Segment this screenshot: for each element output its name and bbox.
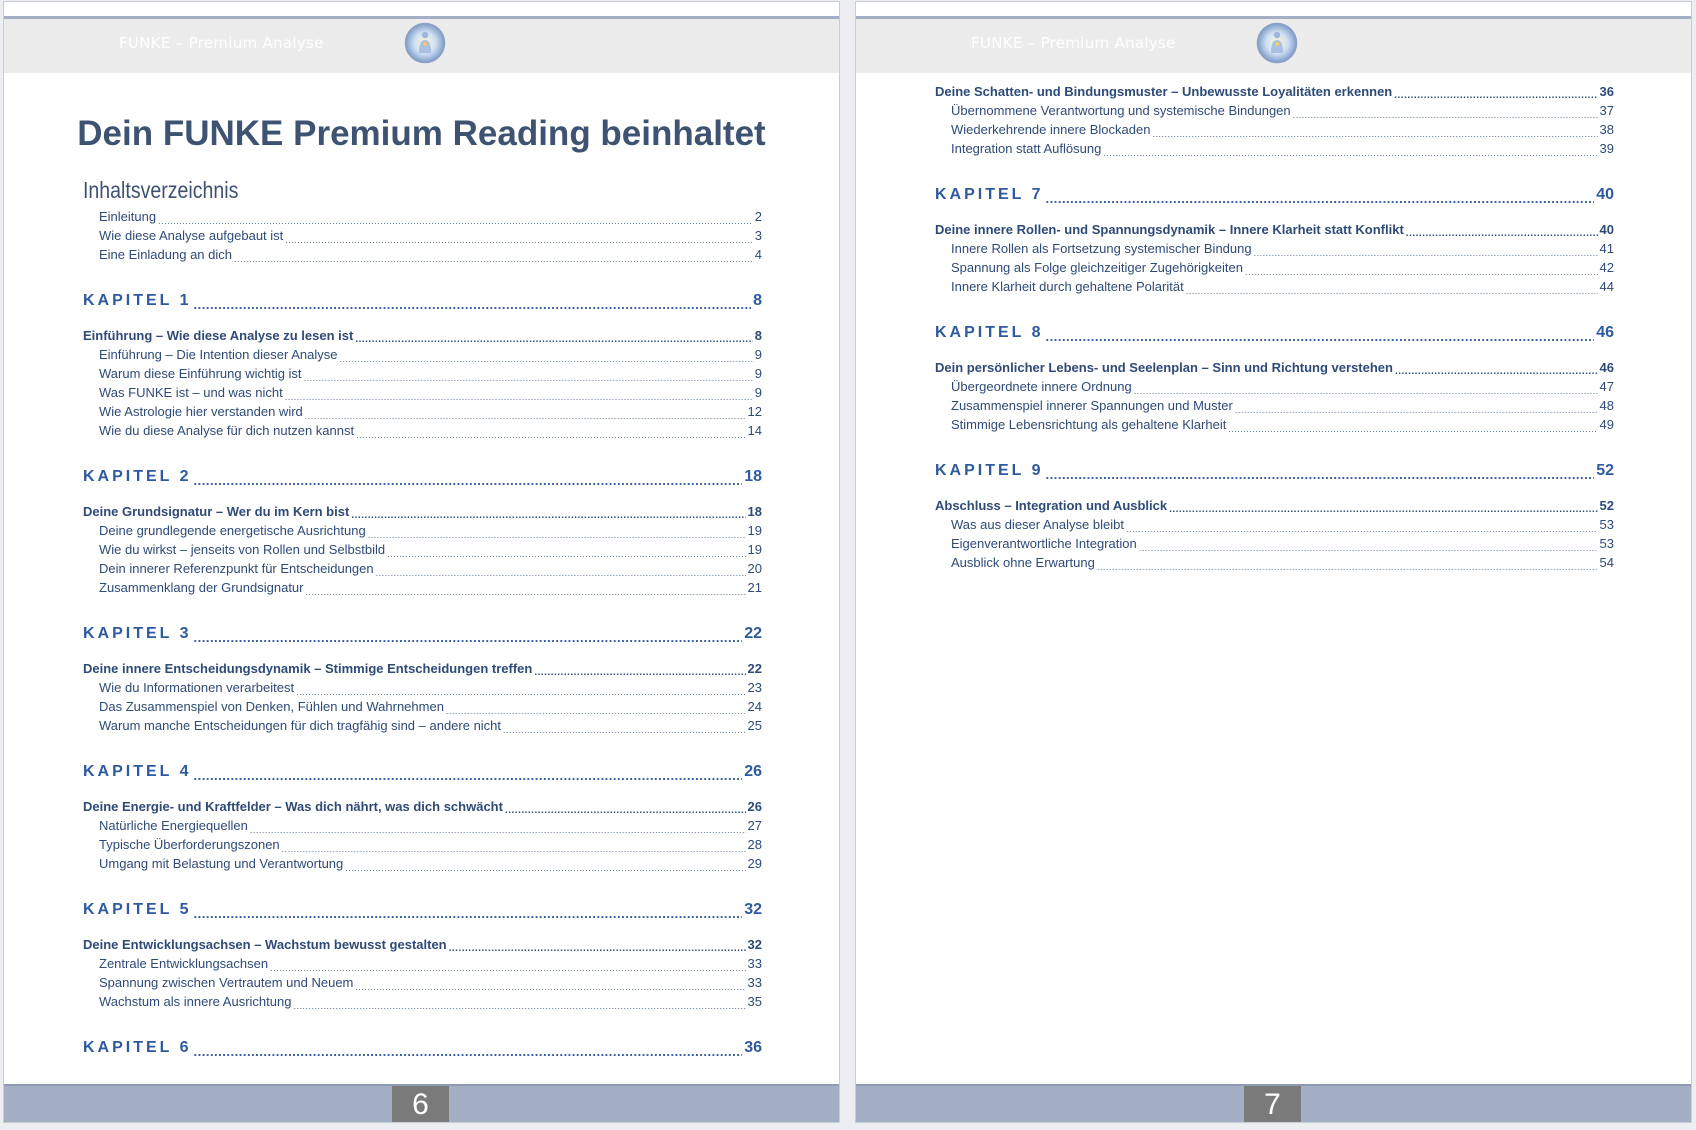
toc-entry-title: Wie du Informationen verarbeitest	[99, 680, 295, 695]
toc-dot-leader	[340, 353, 753, 366]
toc-chapter-entry[interactable]	[83, 625, 762, 647]
toc-subsection-entry[interactable]	[83, 404, 762, 423]
toc-page-number: 9	[754, 347, 762, 362]
toc-page-number: 19	[747, 523, 762, 538]
toc-dot-leader	[355, 981, 745, 994]
toc-dot-leader	[1046, 192, 1595, 208]
toc-entry-title: Deine innere Entscheidungsdynamik – Stimmige Entscheidungen treffen	[83, 661, 533, 676]
toc-entry-title: Umgang mit Belastung und Verantwortung	[99, 856, 344, 871]
toc-subsection-entry[interactable]	[935, 260, 1614, 279]
toc-dot-leader	[194, 1045, 743, 1061]
header-title: FUNKE – Premium Analyse	[971, 34, 1176, 52]
toc-dot-leader	[351, 510, 745, 523]
toc-page-number: 26	[744, 763, 762, 780]
toc-page-number: 26	[747, 799, 762, 814]
toc-dot-leader	[306, 586, 746, 599]
toc-entry-title: Spannung als Folge gleichzeitiger Zugehörigkeiten	[951, 260, 1243, 275]
toc-subsection-entry[interactable]	[83, 837, 762, 856]
toc-entry-title: KAPITEL 7	[935, 186, 1044, 203]
toc-chapter-entry[interactable]	[935, 462, 1614, 484]
toc-page-number: 23	[747, 680, 762, 695]
document-title: Dein FUNKE Premium Reading beinhaltet	[77, 114, 766, 153]
toc-subsection-entry[interactable]	[935, 417, 1614, 436]
toc-page-number: 53	[1599, 536, 1614, 551]
toc-entry-title: Zusammenklang der Grundsignatur	[99, 580, 304, 595]
toc-dot-leader	[1046, 468, 1595, 484]
toc-page-number: 20	[747, 561, 762, 576]
toc-section-entry[interactable]	[935, 222, 1614, 241]
toc-subsection-entry[interactable]	[83, 561, 762, 580]
toc-dot-leader	[1406, 228, 1598, 241]
toc-section-entry[interactable]	[935, 498, 1614, 517]
toc-page-number: 9	[754, 385, 762, 400]
toc-dot-leader	[1134, 385, 1598, 398]
toc-subsection-entry[interactable]	[83, 523, 762, 542]
toc-entry-title: Deine Entwicklungsachsen – Wachstum bewusst gestalten	[83, 937, 447, 952]
toc-subsection-entry[interactable]	[83, 818, 762, 837]
toc-dot-leader	[194, 907, 743, 923]
toc-dot-leader	[387, 548, 745, 561]
toc-dot-leader	[368, 529, 746, 542]
toc-page-number: 8	[754, 328, 762, 343]
toc-dot-leader	[1103, 147, 1597, 160]
toc-entry-title: KAPITEL 5	[83, 901, 192, 918]
toc-dot-leader	[1395, 366, 1598, 379]
toc-entry-title: Übernommene Verantwortung und systemische Bindungen	[951, 103, 1291, 118]
toc-page-number: 33	[747, 975, 762, 990]
toc-chapter-entry[interactable]	[935, 324, 1614, 346]
toc-subsection-entry[interactable]	[935, 379, 1614, 398]
toc-subsection-entry[interactable]	[83, 347, 762, 366]
toc-section-entry[interactable]	[83, 328, 762, 347]
toc-entry-title: Abschluss – Integration und Ausblick	[935, 498, 1168, 513]
page-number: 6	[392, 1086, 449, 1122]
toc-subsection-entry[interactable]	[83, 699, 762, 718]
toc-dot-leader	[355, 334, 752, 347]
aura-figure-icon	[404, 22, 446, 64]
page-header	[856, 16, 1691, 73]
toc-dot-leader	[194, 769, 743, 785]
toc-entry-title: Typische Überforderungszonen	[99, 837, 280, 852]
toc-subsection-entry[interactable]	[935, 141, 1614, 160]
toc-dot-leader	[1152, 128, 1597, 141]
toc-page-number: 53	[1599, 517, 1614, 532]
toc-entry-title: KAPITEL 1	[83, 292, 192, 309]
toc-dot-leader	[1293, 109, 1598, 122]
toc-entry-title: Wie du diese Analyse für dich nutzen kannst	[99, 423, 355, 438]
toc-page-number: 18	[744, 468, 762, 485]
toc-list	[935, 84, 1614, 574]
toc-entry-title: Deine grundlegende energetische Ausrichtung	[99, 523, 366, 538]
toc-page-number: 12	[747, 404, 762, 419]
toc-subsection-entry[interactable]	[935, 536, 1614, 555]
toc-section-entry[interactable]	[935, 360, 1614, 379]
toc-dot-leader	[296, 686, 745, 699]
toc-page-number: 2	[754, 209, 762, 224]
page-number: 7	[1244, 1086, 1301, 1122]
toc-page-number: 14	[747, 423, 762, 438]
toc-subsection-entry[interactable]	[935, 279, 1614, 298]
page-header	[4, 16, 839, 73]
toc-dot-leader	[1139, 542, 1598, 555]
toc-subsection-entry[interactable]	[935, 103, 1614, 122]
toc-entry-title: Einführung – Wie diese Analyse zu lesen ist	[83, 328, 354, 343]
toc-subsection-entry[interactable]	[83, 423, 762, 442]
toc-subsection-entry[interactable]	[83, 718, 762, 737]
toc-list	[83, 209, 762, 1075]
toc-subsection-entry[interactable]	[935, 517, 1614, 536]
toc-page-number: 42	[1599, 260, 1614, 275]
toc-subsection-entry[interactable]	[83, 247, 762, 266]
toc-subsection-entry[interactable]	[83, 542, 762, 561]
document-page-right	[856, 2, 1691, 1122]
toc-heading: Inhaltsverzeichnis	[83, 177, 239, 203]
toc-subsection-entry[interactable]	[83, 856, 762, 875]
toc-dot-leader	[449, 943, 746, 956]
toc-dot-leader	[194, 631, 743, 647]
toc-entry-title: Deine innere Rollen- und Spannungsdynamik – Innere Klarheit statt Konflikt	[935, 222, 1404, 237]
toc-dot-leader	[285, 391, 753, 404]
toc-dot-leader	[1046, 330, 1595, 346]
toc-page-number: 22	[747, 661, 762, 676]
toc-entry-title: Was FUNKE ist – und was nicht	[99, 385, 283, 400]
toc-entry-title: Was aus dieser Analyse bleibt	[951, 517, 1124, 532]
toc-dot-leader	[293, 1000, 745, 1013]
toc-page-number: 37	[1599, 103, 1614, 118]
toc-dot-leader	[534, 667, 745, 680]
toc-page-number: 54	[1599, 555, 1614, 570]
toc-page-number: 33	[747, 956, 762, 971]
toc-subsection-entry[interactable]	[83, 994, 762, 1013]
toc-entry-title: Deine Schatten- und Bindungsmuster – Unbewusste Loyalitäten erkennen	[935, 84, 1393, 99]
toc-page-number: 52	[1596, 462, 1614, 479]
toc-dot-leader	[345, 862, 745, 875]
toc-section-entry[interactable]	[935, 84, 1614, 103]
toc-page-number: 41	[1599, 241, 1614, 256]
toc-entry-title: Natürliche Energiequellen	[99, 818, 248, 833]
toc-dot-leader	[194, 474, 743, 490]
toc-page-number: 22	[744, 625, 762, 642]
toc-dot-leader	[158, 215, 753, 228]
toc-entry-title: Warum diese Einführung wichtig ist	[99, 366, 302, 381]
toc-section-entry[interactable]	[83, 799, 762, 818]
toc-page-number: 36	[744, 1039, 762, 1056]
toc-entry-title: KAPITEL 6	[83, 1039, 192, 1056]
toc-chapter-entry[interactable]	[83, 1039, 762, 1061]
toc-dot-leader	[1126, 523, 1598, 536]
toc-entry-title: Deine Energie- und Kraftfelder – Was dich nährt, was dich schwächt	[83, 799, 503, 814]
page-footer	[4, 1084, 839, 1122]
toc-entry-title: Zusammenspiel innerer Spannungen und Muster	[951, 398, 1233, 413]
toc-dot-leader	[505, 805, 746, 818]
toc-entry-title: Einführung – Die Intention dieser Analyse	[99, 347, 338, 362]
toc-dot-leader	[1097, 561, 1598, 574]
toc-page-number: 35	[747, 994, 762, 1009]
toc-page-number: 29	[747, 856, 762, 871]
toc-entry-title: Einleitung	[99, 209, 157, 224]
toc-page-number: 8	[753, 292, 762, 309]
toc-section-entry[interactable]	[83, 661, 762, 680]
page-footer	[856, 1084, 1691, 1122]
toc-dot-leader	[356, 429, 745, 442]
toc-subsection-entry[interactable]	[83, 975, 762, 994]
toc-dot-leader	[304, 372, 753, 385]
document-page-left	[4, 2, 839, 1122]
toc-page-number: 18	[747, 504, 762, 519]
header-title: FUNKE – Premium Analyse	[119, 34, 324, 52]
toc-page-number: 28	[747, 837, 762, 852]
toc-entry-title: Deine Grundsignatur – Wer du im Kern bist	[83, 504, 350, 519]
toc-page-number: 40	[1596, 186, 1614, 203]
toc-subsection-entry[interactable]	[83, 366, 762, 385]
toc-page-number: 48	[1599, 398, 1614, 413]
toc-chapter-entry[interactable]	[83, 468, 762, 490]
toc-page-number: 32	[744, 901, 762, 918]
toc-subsection-entry[interactable]	[935, 398, 1614, 417]
toc-page-number: 32	[747, 937, 762, 952]
toc-entry-title: Wie Astrologie hier verstanden wird	[99, 404, 303, 419]
toc-entry-title: KAPITEL 2	[83, 468, 192, 485]
toc-subsection-entry[interactable]	[83, 209, 762, 228]
toc-dot-leader	[282, 843, 746, 856]
toc-section-entry[interactable]	[83, 937, 762, 956]
toc-dot-leader	[305, 410, 746, 423]
toc-chapter-entry[interactable]	[83, 763, 762, 785]
toc-page-number: 24	[747, 699, 762, 714]
toc-page-number: 21	[747, 580, 762, 595]
toc-entry-title: Innere Rollen als Fortsetzung systemischer Bindung	[951, 241, 1252, 256]
toc-dot-leader	[376, 567, 746, 580]
toc-dot-leader	[1245, 266, 1598, 279]
toc-entry-title: Spannung zwischen Vertrautem und Neuem	[99, 975, 354, 990]
toc-entry-title: KAPITEL 9	[935, 462, 1044, 479]
toc-dot-leader	[1228, 423, 1597, 436]
toc-page-number: 46	[1599, 360, 1614, 375]
toc-entry-title: Integration statt Auflösung	[951, 141, 1102, 156]
toc-chapter-entry[interactable]	[83, 292, 762, 314]
toc-entry-title: KAPITEL 4	[83, 763, 192, 780]
toc-page-number: 4	[754, 247, 762, 262]
toc-dot-leader	[1169, 504, 1597, 517]
toc-entry-title: Wachstum als innere Ausrichtung	[99, 994, 292, 1009]
toc-page-number: 3	[754, 228, 762, 243]
toc-entry-title: Zentrale Entwicklungsachsen	[99, 956, 269, 971]
toc-page-number: 44	[1599, 279, 1614, 294]
toc-entry-title: Wiederkehrende innere Blockaden	[951, 122, 1151, 137]
toc-dot-leader	[1235, 404, 1598, 417]
toc-subsection-entry[interactable]	[83, 228, 762, 247]
toc-entry-title: Übergeordnete innere Ordnung	[951, 379, 1132, 394]
toc-dot-leader	[250, 824, 746, 837]
toc-page-number: 19	[747, 542, 762, 557]
toc-page-number: 40	[1599, 222, 1614, 237]
toc-entry-title: Dein innerer Referenzpunkt für Entscheidungen	[99, 561, 374, 576]
toc-page-number: 9	[754, 366, 762, 381]
toc-subsection-entry[interactable]	[935, 555, 1614, 574]
toc-entry-title: KAPITEL 8	[935, 324, 1044, 341]
toc-dot-leader	[1254, 247, 1598, 260]
toc-subsection-entry[interactable]	[83, 956, 762, 975]
toc-dot-leader	[1186, 285, 1598, 298]
toc-page-number: 38	[1599, 122, 1614, 137]
toc-entry-title: Das Zusammenspiel von Denken, Fühlen und Wahrnehmen	[99, 699, 444, 714]
toc-page-number: 46	[1596, 324, 1614, 341]
toc-page-number: 27	[747, 818, 762, 833]
toc-entry-title: Wie diese Analyse aufgebaut ist	[99, 228, 284, 243]
toc-page-number: 49	[1599, 417, 1614, 432]
toc-entry-title: Warum manche Entscheidungen für dich tragfähig sind – andere nicht	[99, 718, 502, 733]
toc-dot-leader	[285, 234, 752, 247]
toc-chapter-entry[interactable]	[83, 901, 762, 923]
toc-dot-leader	[503, 724, 746, 737]
toc-page-number: 36	[1599, 84, 1614, 99]
toc-section-entry[interactable]	[83, 504, 762, 523]
toc-page-number: 25	[747, 718, 762, 733]
toc-subsection-entry[interactable]	[83, 680, 762, 699]
toc-entry-title: Innere Klarheit durch gehaltene Polarität	[951, 279, 1184, 294]
toc-dot-leader	[270, 962, 745, 975]
toc-page-number: 47	[1599, 379, 1614, 394]
toc-entry-title: Ausblick ohne Erwartung	[951, 555, 1095, 570]
toc-entry-title: Stimmige Lebensrichtung als gehaltene Klarheit	[951, 417, 1227, 432]
toc-chapter-entry[interactable]	[935, 186, 1614, 208]
toc-dot-leader	[194, 298, 752, 314]
aura-figure-icon	[1256, 22, 1298, 64]
toc-subsection-entry[interactable]	[83, 580, 762, 599]
toc-dot-leader	[1394, 90, 1597, 103]
toc-subsection-entry[interactable]	[83, 385, 762, 404]
toc-entry-title: KAPITEL 3	[83, 625, 192, 642]
toc-entry-title: Eigenverantwortliche Integration	[951, 536, 1137, 551]
toc-page-number: 39	[1599, 141, 1614, 156]
toc-subsection-entry[interactable]	[935, 241, 1614, 260]
toc-subsection-entry[interactable]	[935, 122, 1614, 141]
toc-entry-title: Dein persönlicher Lebens- und Seelenplan – Sinn und Richtung verstehen	[935, 360, 1393, 375]
toc-dot-leader	[446, 705, 746, 718]
toc-page-number: 52	[1599, 498, 1614, 513]
toc-entry-title: Eine Einladung an dich	[99, 247, 232, 262]
toc-entry-title: Wie du wirkst – jenseits von Rollen und Selbstbild	[99, 542, 386, 557]
toc-dot-leader	[234, 253, 753, 266]
